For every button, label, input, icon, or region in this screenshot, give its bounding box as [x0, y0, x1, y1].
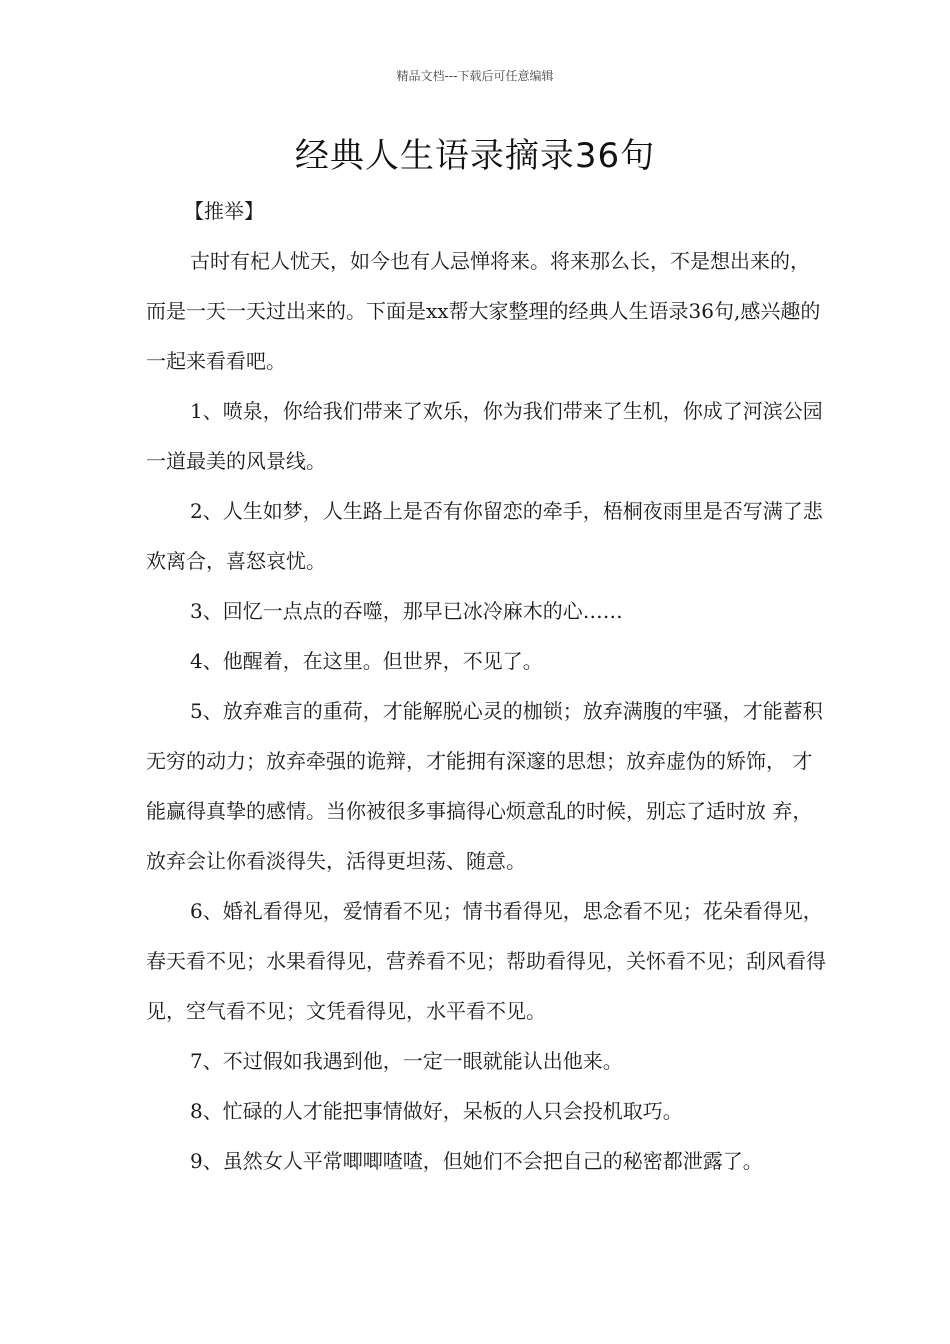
header-note: 精品文档---下载后可任意编辑 — [396, 69, 554, 83]
tag-label: 【推举】 — [184, 199, 264, 223]
quote-4: 4、他醒着，在这里。但世界，不见了。 — [190, 649, 543, 673]
intro-paragraph: 古时有杞人忧天，如今也有人忌惮将来。将来那么长，不是想出来的，而是一天一天过出来的。下面是xx帮大家整理的经典人生语录36句,感兴趣的一起来看看吧。 — [146, 249, 821, 373]
quote-8: 8、忙碌的人才能把事情做好，呆板的人只会投机取巧。 — [190, 1099, 683, 1123]
tag-line — [146, 186, 826, 236]
document-body — [146, 186, 826, 1186]
quote-6: 6、婚礼看得见，爱情看不见；情书看得见，思念看不见；花朵看得见，春天看不见；水果看得见，营养看不见；帮助看得见，关怀看不见；刮风看得见，空气看不见；文凭看得见，水平看不见。 — [146, 899, 826, 1023]
quote-5: 5、放弃难言的重荷，才能解脱心灵的枷锁；放弃满腹的牢骚，才能蓄积 无穷的动力；放弃牵强的诡辩，才能拥有深邃的思想；放弃虚伪的矫饰， 才能赢得真挚的感情。当你被很多事搞得心烦意乱的时候，别忘了适时放 弃，放弃会让你看淡得失，活得更坦荡、随意。 — [146, 699, 823, 873]
quote-3: 3、回忆一点点的吞噬，那早已冰冷麻木的心…… — [190, 599, 623, 623]
quote-7: 7、不过假如我遇到他，一定一眼就能认出他来。 — [190, 1049, 623, 1073]
quote-1: 1、喷泉，你给我们带来了欢乐，你为我们带来了生机，你成了河滨公园一道最美的风景线。 — [146, 399, 823, 473]
quote-9: 9、虽然女人平常唧唧喳喳，但她们不会把自己的秘密都泄露了。 — [190, 1149, 763, 1173]
quote-2: 2、人生如梦，人生路上是否有你留恋的牵手，梧桐夜雨里是否写满了悲欢离合，喜怒哀忧。 — [146, 499, 823, 573]
document-title: 经典人生语录摘录36句 — [294, 136, 656, 176]
